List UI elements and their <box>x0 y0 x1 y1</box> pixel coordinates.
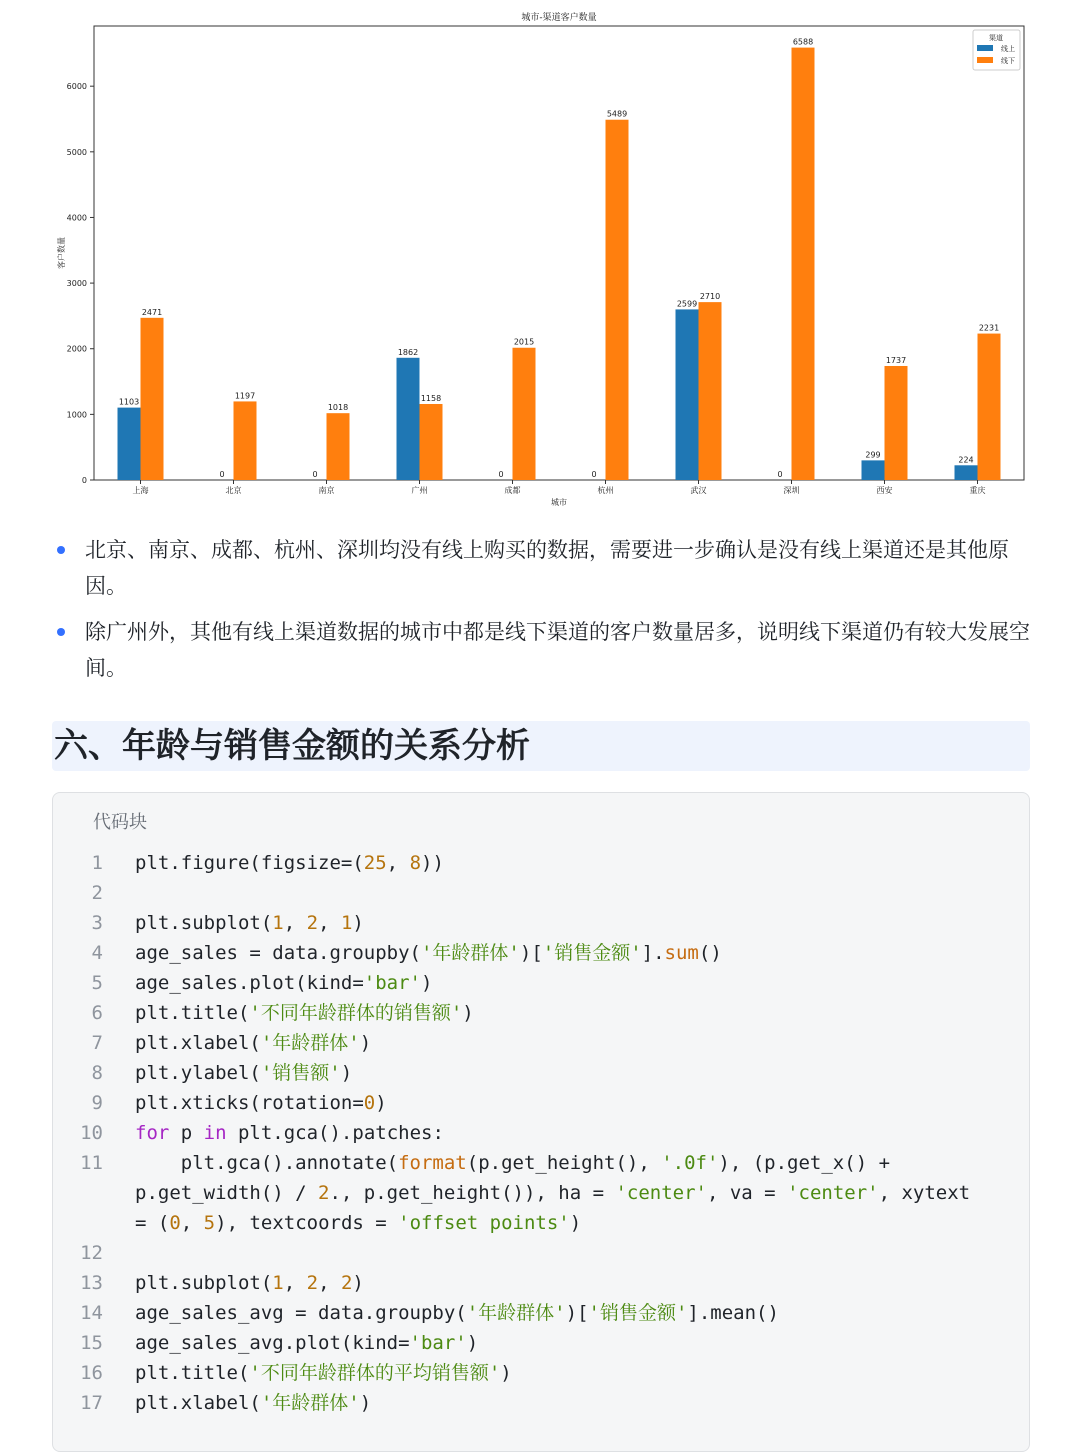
code-line <box>53 1358 1029 1388</box>
bar-value-label: 5489 <box>606 109 628 119</box>
chart-title: 城市-渠道客户数量 <box>521 13 597 23</box>
line-text: plt.ylabel('销售额') <box>135 1062 353 1084</box>
code-block-label: 代码块 <box>93 812 147 833</box>
bar-value-label: 1018 <box>327 403 349 413</box>
bar-offline <box>327 413 350 480</box>
y-tick-label: 3000 <box>66 279 87 289</box>
bar-value-label: 2710 <box>699 292 721 302</box>
bar-offline <box>141 318 164 480</box>
line-text <box>103 878 975 908</box>
code-content[interactable] <box>53 848 1029 1418</box>
line-text: plt.figure(figsize=(25, 8)) <box>135 852 444 874</box>
code-line <box>53 908 1029 938</box>
y-tick-label: 1000 <box>66 410 87 420</box>
legend-swatch <box>977 45 993 51</box>
line-number: 12 <box>80 1242 103 1264</box>
x-tick-label: 南京 <box>318 486 335 495</box>
line-text: plt.subplot(1, 2, 1) <box>135 912 364 934</box>
bar-value-label: 2231 <box>978 323 1000 333</box>
bar-value-label: 6588 <box>792 37 814 47</box>
x-tick-label: 重庆 <box>969 486 986 495</box>
bullet-item: 北京、南京、成都、杭州、深圳均没有线上购买的数据，需要进一步确认是没有线上渠道还是其他原因。 <box>52 532 1032 604</box>
line-text: plt.title('不同年龄群体的平均销售额') <box>135 1362 512 1384</box>
y-tick-label: 2000 <box>66 344 87 354</box>
y-axis-label: 客户数量 <box>57 237 66 269</box>
line-number: 3 <box>91 912 103 934</box>
x-tick-label: 成都 <box>504 486 521 495</box>
line-number: 13 <box>80 1272 103 1294</box>
legend-swatch <box>977 57 993 63</box>
line-text: age_sales.plot(kind='bar') <box>135 972 433 994</box>
bar-value-label: 2015 <box>513 337 535 347</box>
code-line <box>53 1268 1029 1298</box>
line-text: age_sales = data.groupby('年龄群体')['销售金额'].sum() <box>135 942 722 964</box>
bar-offline <box>885 366 908 480</box>
y-tick-label: 4000 <box>66 213 87 223</box>
code-block[interactable] <box>52 792 1030 1452</box>
code-line <box>53 968 1029 998</box>
code-line <box>53 1118 1029 1148</box>
bullet-dot-icon <box>57 628 65 636</box>
code-line <box>53 878 1029 908</box>
bar-offline <box>792 48 815 480</box>
line-number: 11 <box>80 1152 103 1174</box>
bar-offline <box>234 401 257 480</box>
line-text: plt.title('不同年龄群体的销售额') <box>135 1002 474 1024</box>
code-line <box>53 1298 1029 1328</box>
code-line <box>53 938 1029 968</box>
bar-online <box>397 358 420 480</box>
bar-online <box>955 465 978 480</box>
bar-online <box>862 460 885 480</box>
line-number: 4 <box>91 942 103 964</box>
code-line <box>53 1328 1029 1358</box>
line-text: plt.subplot(1, 2, 2) <box>135 1272 364 1294</box>
code-line <box>53 1058 1029 1088</box>
code-line <box>53 848 1029 878</box>
legend-title: 渠道 <box>989 34 1003 42</box>
bar-value-label: 1737 <box>885 355 907 365</box>
bar-offline <box>420 404 443 480</box>
bar-value-label: 0 <box>312 470 318 479</box>
x-tick-label: 武汉 <box>690 486 707 495</box>
bar-value-label: 0 <box>219 470 225 479</box>
line-text: age_sales_avg.plot(kind='bar') <box>135 1332 479 1354</box>
line-text: for p in plt.gca().patches: <box>135 1122 444 1144</box>
line-number: 9 <box>91 1092 103 1114</box>
bar-online <box>118 408 141 480</box>
line-text <box>103 1238 975 1268</box>
line-text: plt.gca().annotate(format(p.get_height(), '.0f'), (p.get_x() + p.get_width() / 2., p.get_height()), ha = 'center', va = 'center', xytext = (0, 5), textcoords = 'offset points') <box>135 1152 982 1234</box>
line-number: 10 <box>80 1122 103 1144</box>
bar-offline <box>978 334 1001 480</box>
code-line <box>53 998 1029 1028</box>
line-number: 8 <box>91 1062 103 1084</box>
bar-value-label: 1862 <box>397 347 419 357</box>
x-tick-label: 杭州 <box>597 486 614 495</box>
x-tick-label: 北京 <box>225 486 242 495</box>
line-number: 6 <box>91 1002 103 1024</box>
x-tick-label: 广州 <box>411 486 428 495</box>
x-tick-label: 西安 <box>876 486 893 495</box>
line-number: 7 <box>91 1032 103 1054</box>
line-text: plt.xlabel('年龄群体') <box>135 1392 372 1414</box>
line-text: plt.xlabel('年龄群体') <box>135 1032 372 1054</box>
line-number: 16 <box>80 1362 103 1384</box>
line-number: 14 <box>80 1302 103 1324</box>
bar-value-label: 299 <box>865 450 881 460</box>
line-number: 15 <box>80 1332 103 1354</box>
bar-value-label: 1197 <box>234 391 256 401</box>
bar-offline <box>699 302 722 480</box>
bar-offline <box>606 120 629 480</box>
code-line <box>53 1238 1029 1268</box>
line-text: age_sales_avg = data.groupby('年龄群体')['销售金额'].mean() <box>135 1302 779 1324</box>
x-tick-label: 上海 <box>132 486 149 495</box>
line-text: plt.xticks(rotation=0) <box>135 1092 387 1114</box>
code-line <box>53 1028 1029 1058</box>
bullet-list <box>52 532 1032 696</box>
x-axis-label: 城市 <box>551 498 567 507</box>
x-tick-label: 深圳 <box>783 486 800 495</box>
bar-value-label: 2599 <box>676 299 698 309</box>
bar-online <box>676 309 699 480</box>
line-number: 2 <box>91 882 103 904</box>
legend-label: 线上 <box>1001 45 1015 53</box>
bar-value-label: 224 <box>958 455 974 465</box>
code-line <box>53 1088 1029 1118</box>
city-channel-chart <box>0 0 1080 515</box>
code-line <box>53 1148 1029 1238</box>
bullet-item: 除广州外，其他有线上渠道数据的城市中都是线下渠道的客户数量居多，说明线下渠道仍有较大发展空间。 <box>52 614 1032 686</box>
section-heading: 六、年龄与销售金额的关系分析 <box>52 721 1030 771</box>
y-tick-label: 5000 <box>66 147 87 157</box>
bar-value-label: 0 <box>498 470 504 479</box>
code-line <box>53 1388 1029 1418</box>
line-number: 1 <box>91 852 103 874</box>
bar-value-label: 0 <box>591 470 597 479</box>
bar-value-label: 1158 <box>420 393 442 403</box>
bar-value-label: 1103 <box>118 397 140 407</box>
y-tick-label: 6000 <box>66 82 87 92</box>
bullet-dot-icon <box>57 546 65 554</box>
bar-value-label: 2471 <box>141 307 163 317</box>
bar-value-label: 0 <box>777 470 783 479</box>
y-tick-label: 0 <box>81 476 87 485</box>
bar-offline <box>513 348 536 480</box>
line-number: 5 <box>91 972 103 994</box>
legend-label: 线下 <box>1001 57 1015 65</box>
line-number: 17 <box>80 1392 103 1414</box>
